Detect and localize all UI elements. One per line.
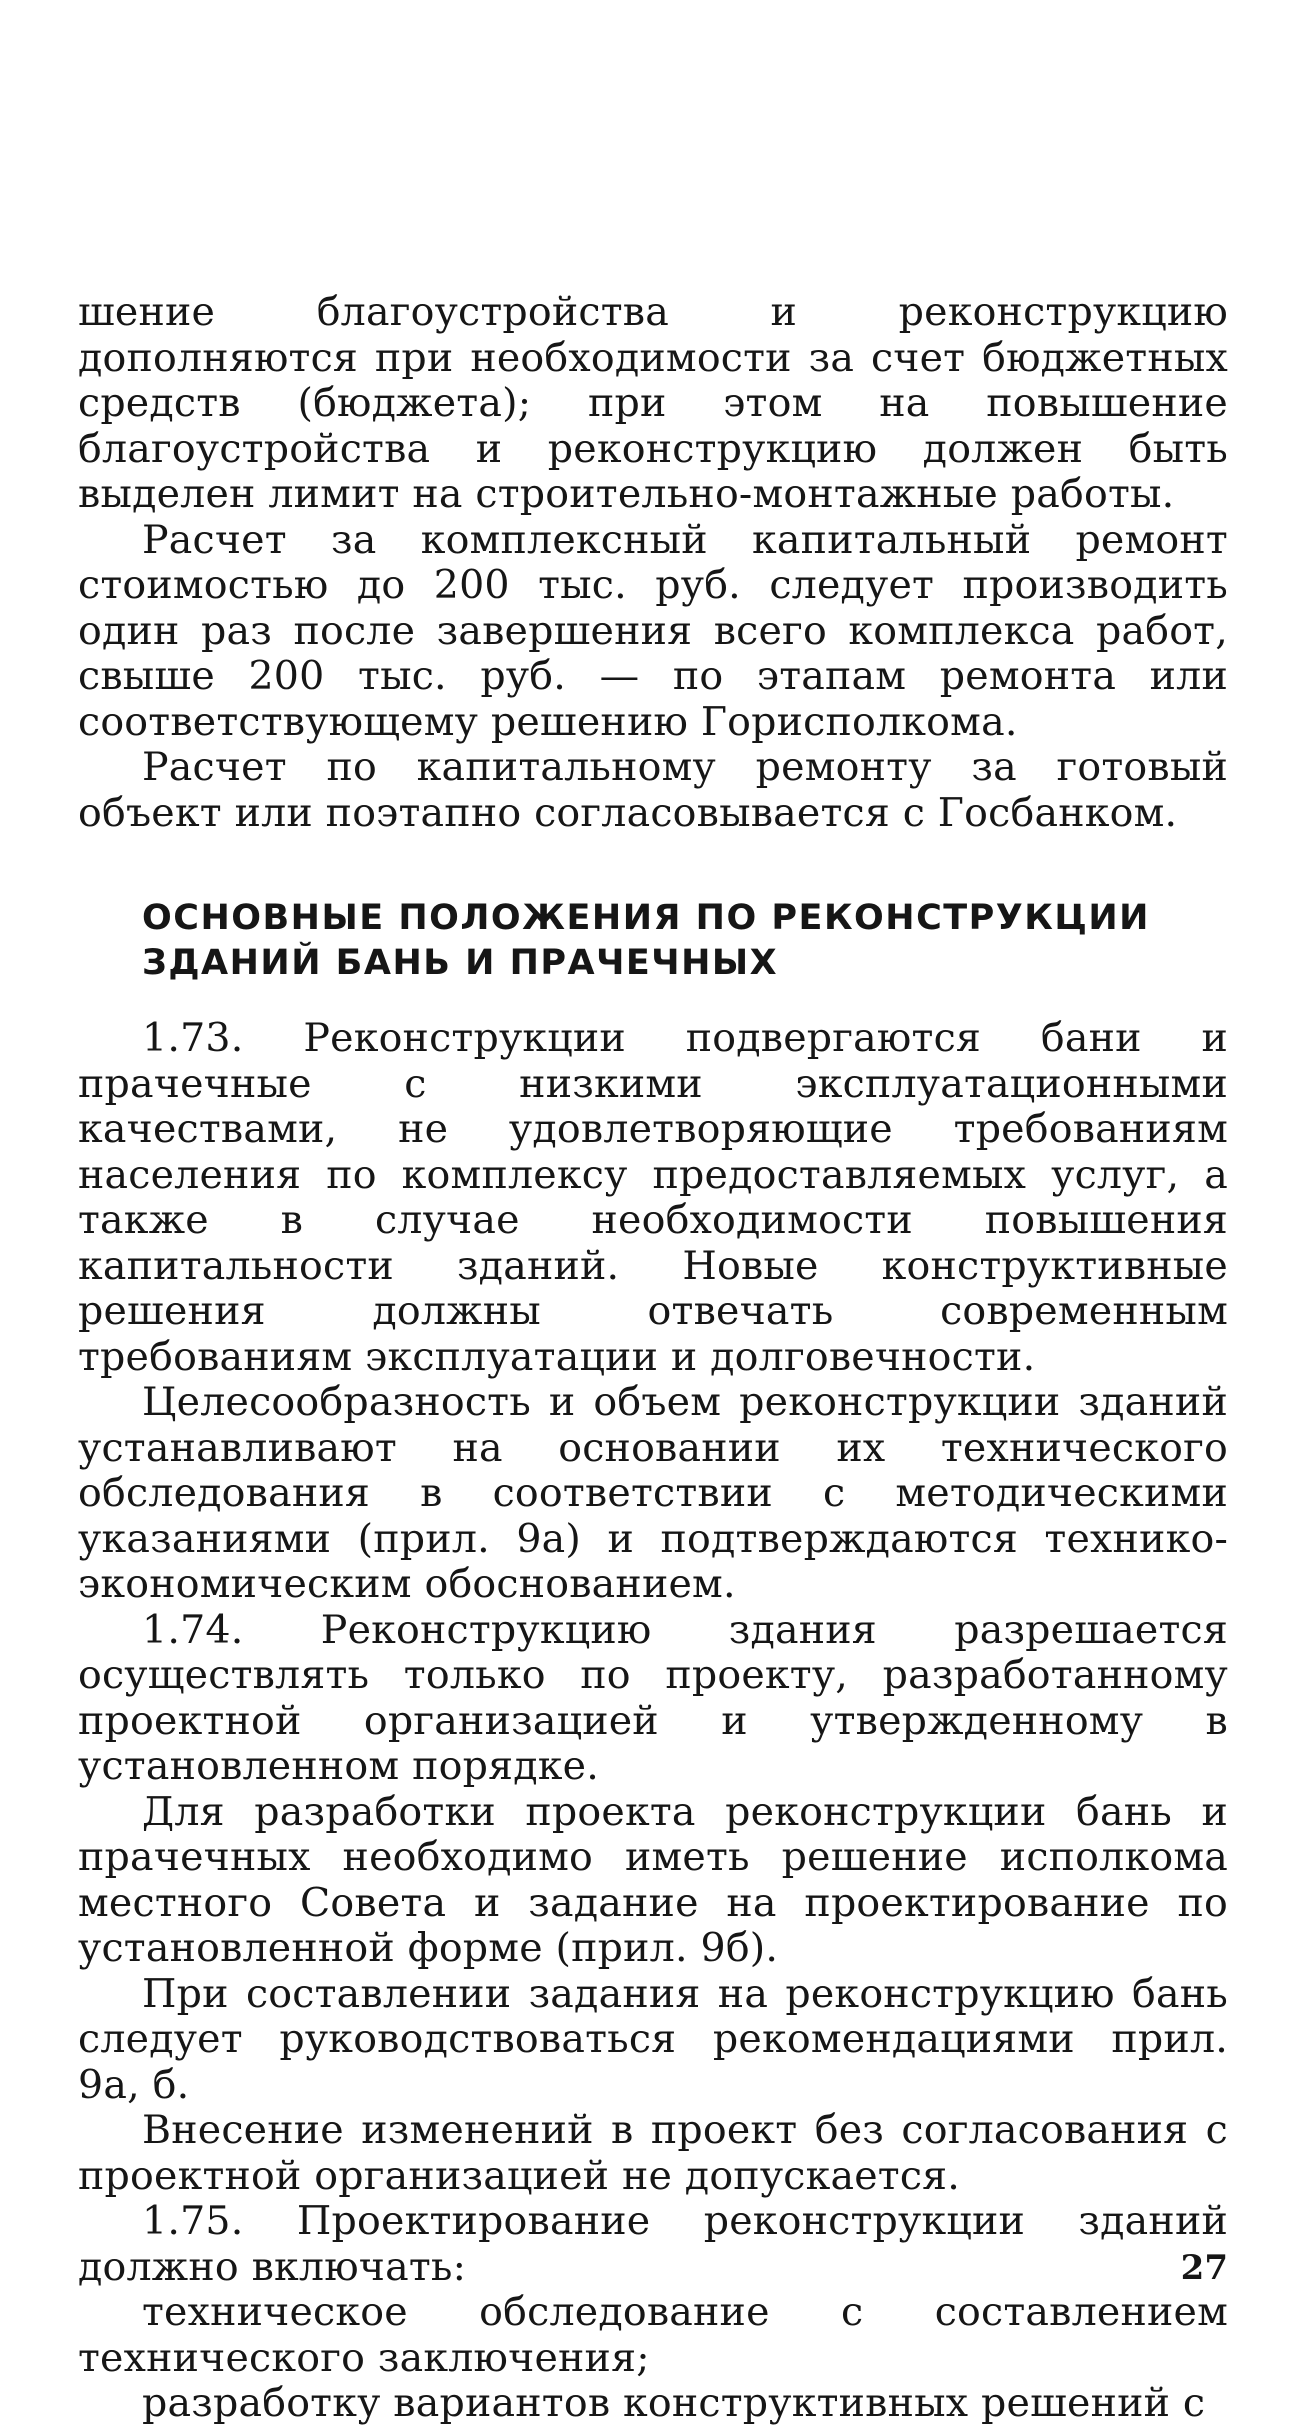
document-page bbox=[78, 290, 1228, 2427]
paragraph-1-74: 1.74. Реконструкцию здания разрешается осуществлять только по проекту, разработанному проектной организацией и утвержденному в установленном порядке. bbox=[78, 1606, 1228, 1789]
page-number: 27 bbox=[1180, 2248, 1228, 2288]
section-heading bbox=[142, 896, 1228, 986]
paragraph-feasibility: Целесообразность и объем реконструкции зданий устанавливают на основании их технического обследования в соответствии с методическими указаниями (прил. 9а) и подтверждаются технико-экономическим обоснованием. bbox=[78, 1379, 1228, 1607]
paragraph-1-73: 1.73. Реконструкции подвергаются бани и прачечные с низкими эксплуатационными качествами, не удовлетворяющие требованиям населения по комплексу предоставляемых услуг, а также в случае необходимости повышения капитальности зданий. Новые конструктивные решения должны отвечать современным требованиям эксплуатации и долговечности. bbox=[78, 1015, 1228, 1380]
paragraph-changes-prohibited: Внесение изменений в проект без согласования с проектной организацией не допускается. bbox=[78, 2107, 1228, 2199]
paragraph-project-development: Для разработки проекта реконструкции бань и прачечных необходимо иметь решение исполкома местного Совета и задание на проектирование по установленной форме (прил. 9б). bbox=[78, 1788, 1228, 1971]
paragraph-task-composition: При составлении задания на реконструкцию бань следует руководствоваться рекомендациями прил. 9а, б. bbox=[78, 1970, 1228, 2108]
paragraph-design-variants: разработку вариантов конструктивных решений с bbox=[142, 2380, 1206, 2426]
paragraph-technical-survey: техническое обследование с составлением технического заключения; bbox=[78, 2289, 1228, 2381]
section-heading-line-1: ОСНОВНЫЕ ПОЛОЖЕНИЯ ПО РЕКОНСТРУКЦИИ bbox=[142, 898, 1150, 938]
paragraph-1-75: 1.75. Проектирование реконструкции зданий должно включать: bbox=[78, 2198, 1228, 2290]
paragraph-payment-complex-repair: Расчет за комплексный капитальный ремонт стоимостью до 200 тыс. руб. следует производить один раз после завершения всего комплекса работ, свыше 200 тыс. руб. — по этапам ремонта или соответствующему решению Горисполкома. bbox=[78, 516, 1228, 745]
paragraph-continuation: шение благоустройства и реконструкцию дополняются при необходимости за счет бюджетных средств (бюджета); при этом на повышение благоустройства и реконструкцию должен быть выделен лимит на строительно-монтажные работы. bbox=[78, 289, 1228, 517]
section-gap bbox=[78, 836, 1228, 896]
section-heading-line-2: ЗДАНИЙ БАНЬ И ПРАЧЕЧНЫХ bbox=[142, 943, 779, 983]
paragraph-payment-gosbank: Расчет по капитальному ремонту за готовый объект или поэтапно согласовывается с Госбанком. bbox=[78, 744, 1228, 836]
